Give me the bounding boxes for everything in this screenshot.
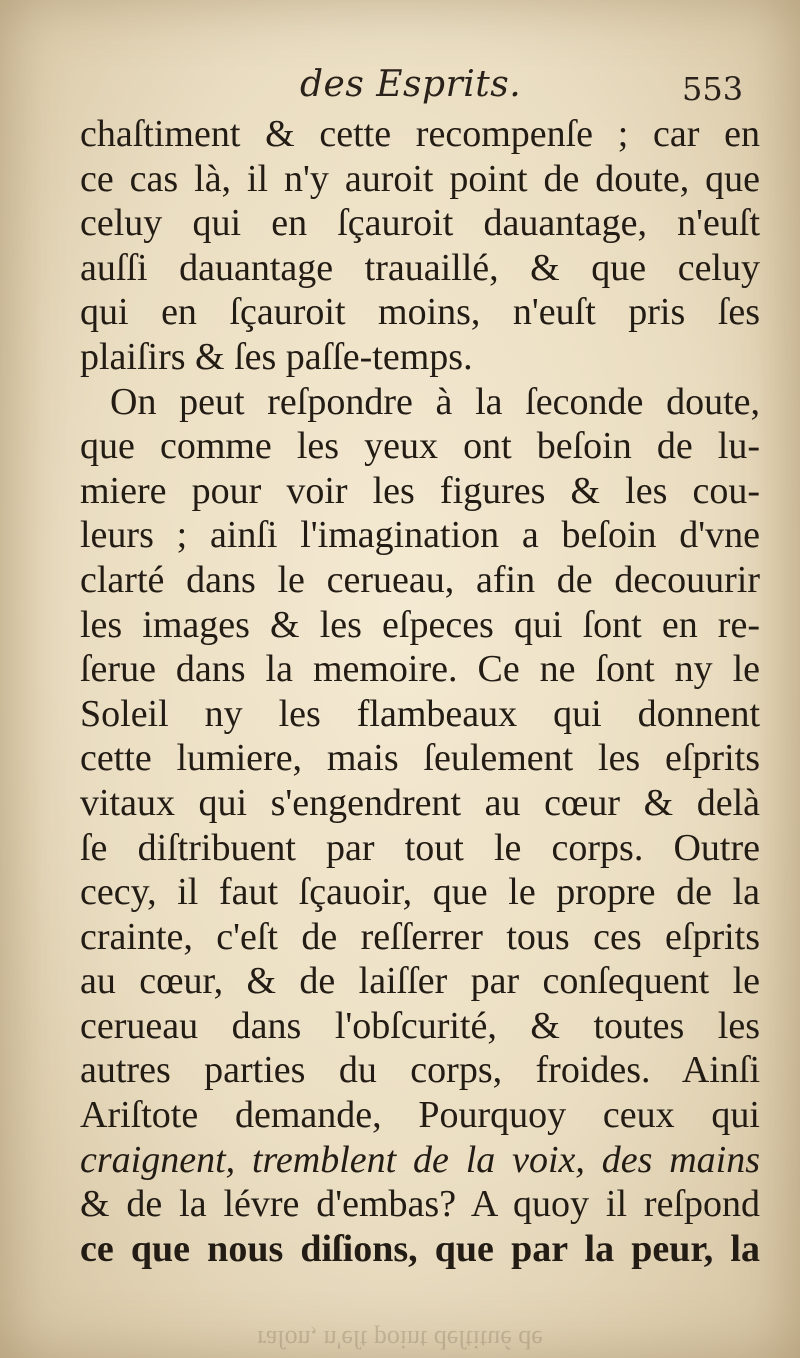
text-line: miere pour voir les figures & les cou- (80, 469, 760, 512)
text-line: au cœur, & de laiſſer par conſequent le (80, 960, 760, 1003)
text-line: qui en ſçauroit moins, n'euſt pris ſes (80, 291, 760, 334)
text-line: les images & les eſpeces qui ſont en re- (80, 603, 760, 646)
text-line: cette lumiere, mais ſeulement les eſprits (80, 737, 760, 780)
text-line: ce cas là, il n'y auroit point de doute, que (80, 157, 760, 200)
text-line: celuy qui en ſçauroit dauantage, n'euſt (80, 202, 760, 245)
body-text (80, 112, 760, 1271)
page-number: 553 (682, 70, 744, 108)
text-line: craignent, tremblent de la voix, des mains (80, 1138, 760, 1181)
text-line: auſſi dauantage trauaillé, & que celuy (80, 246, 760, 289)
text-line: chaſtiment & cette recompenſe ; car en (80, 113, 760, 155)
text-line: On peut reſpondre à la ſeconde doute, (110, 380, 760, 423)
running-head (0, 62, 800, 112)
text-line: crainte, c'eſt de reſſerrer tous ces eſprits (80, 915, 760, 958)
running-head-title: des Esprits. (300, 64, 522, 105)
text-line: Soleil ny les flambeaux qui donnent (80, 692, 760, 735)
text-line: que comme les yeux ont beſoin de lu- (80, 425, 760, 468)
text-line: clarté dans le cerueau, afin de decouurir (80, 558, 760, 601)
text-line: vitaux qui s'engendrent au cœur & delà (80, 781, 760, 824)
text-line: cerueau dans l'obſcurité, & toutes les (80, 1004, 760, 1047)
text-line: leurs ; ainſi l'imagination a beſoin d'vne (80, 514, 760, 557)
text-line: & de la lévre d'embas? A quoy il reſpond (80, 1183, 760, 1226)
text-line: ce que nous diſions, que par la peur, la (80, 1227, 760, 1270)
text-line: ſe diſtribuent par tout le corps. Outre (80, 826, 760, 869)
text-line: plaiſirs & ſes paſſe-temps. (80, 335, 473, 378)
text-line: cecy, il faut ſçauoir, que le propre de la (80, 871, 760, 914)
text-line: autres parties du corps, froides. Ainſi (80, 1049, 760, 1092)
bleed-through-text: raſon, n'eſt point deſtitué de (257, 1325, 543, 1354)
text-line: Ariſtote demande, Pourquoy ceux qui (80, 1094, 760, 1137)
text-line: ſerue dans la memoire. Ce ne ſont ny le (80, 648, 760, 691)
